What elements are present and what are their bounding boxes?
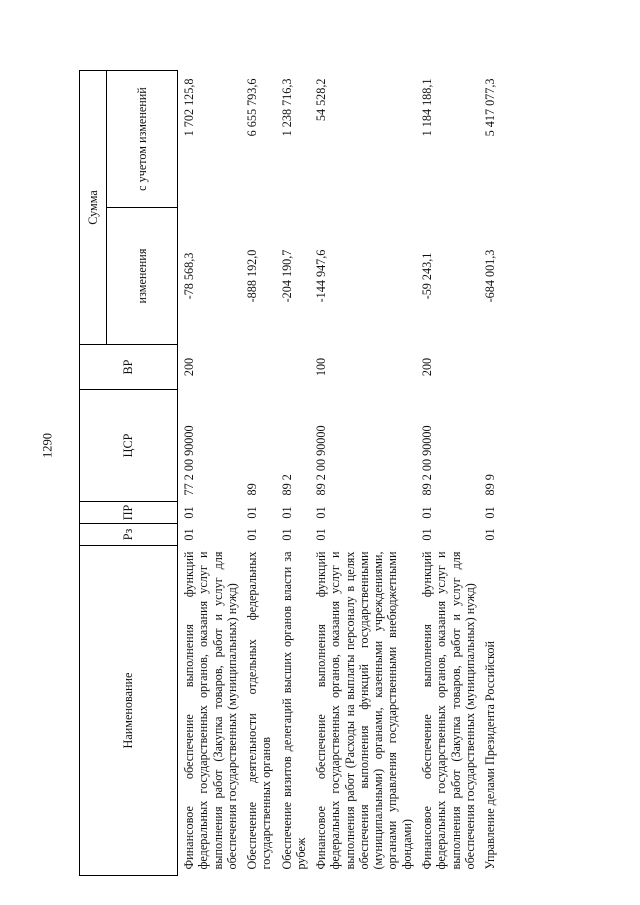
- row-vr: 100: [314, 357, 329, 377]
- header-rz: Рз: [80, 524, 178, 546]
- row-csr: 77 2 00 90000: [182, 425, 196, 496]
- row-pr: 01: [279, 506, 294, 519]
- table-row: [241, 70, 276, 875]
- row-name: Финансовое обеспечение выполнения функций федеральных государственных органов, оказания услуг и выполнения работ (Закупка товаров, работ и услуг для обеспечения государственных (муниципальных) нужд): [182, 551, 239, 870]
- row-change: -888 192,0: [245, 249, 260, 303]
- row-rz: 01: [483, 528, 498, 541]
- table-row: [178, 70, 242, 875]
- row-rz: 01: [245, 528, 260, 541]
- row-vr: 200: [182, 357, 196, 377]
- row-with-changes: 5 417 077,3: [483, 78, 498, 137]
- row-csr: 89: [245, 483, 260, 496]
- table-row: [479, 70, 499, 875]
- table-row: [276, 70, 311, 875]
- row-vr: [479, 345, 499, 390]
- row-vr: [276, 345, 311, 390]
- row-csr: 89 9: [483, 474, 498, 496]
- budget-table: [79, 70, 499, 876]
- header-sum: Сумма: [80, 70, 107, 344]
- row-name: Управление делами Президента Российской: [483, 641, 498, 870]
- row-csr: 89 2 00 90000: [419, 425, 434, 496]
- table-row: [416, 70, 479, 875]
- row-with-changes: 54 528,2: [314, 78, 329, 122]
- row-with-changes: 1 238 716,3: [279, 78, 294, 137]
- header-csr: ЦСР: [80, 390, 178, 502]
- header-pr: ПР: [80, 502, 178, 524]
- row-pr: 01: [483, 506, 498, 519]
- row-name: Обеспечение деятельности отдельных федеральных государственных органов: [245, 551, 274, 870]
- row-with-changes: 6 655 793,6: [245, 78, 260, 137]
- row-vr: [241, 345, 276, 390]
- row-rz: 01: [279, 528, 294, 541]
- header-with-changes: с учетом изменений: [107, 70, 178, 207]
- row-pr: 01: [314, 506, 329, 519]
- row-change: -204 190,7: [279, 249, 294, 303]
- row-change: -144 947,6: [314, 249, 329, 303]
- table-row: [310, 70, 416, 875]
- table-body: [178, 70, 500, 875]
- row-csr: 89 2 00 90000: [314, 425, 329, 496]
- header-name: Наименование: [80, 546, 178, 876]
- row-rz: 01: [182, 528, 196, 541]
- row-name: Обеспечение визитов делегаций высших органов власти за рубеж: [279, 551, 308, 870]
- header-vr: ВР: [80, 345, 178, 390]
- row-with-changes: 1 184 188,1: [419, 78, 434, 137]
- row-rz: 01: [419, 528, 434, 541]
- row-change: -684 001,3: [483, 249, 498, 303]
- row-rz: 01: [314, 528, 329, 541]
- header-change: изменения: [107, 208, 178, 345]
- budget-table-sheet: [79, 71, 562, 876]
- row-change: -78 568,3: [182, 252, 196, 300]
- row-pr: 01: [419, 506, 434, 519]
- row-vr: 200: [419, 357, 434, 377]
- row-name: Финансовое обеспечение выполнения функций федеральных государственных органов, оказания услуг и выполнения работ (Расходы на выплаты персоналу в целях обеспечения выполнения функций государственными (муниципальными) органами, казенными учреждениями, органами управления государственными внебюджетными фондами): [314, 551, 414, 870]
- row-pr: 01: [182, 506, 196, 519]
- row-csr: 89 2: [279, 474, 294, 496]
- row-with-changes: 1 702 125,8: [182, 78, 196, 137]
- row-name: Финансовое обеспечение выполнения функций федеральных государственных органов, оказания услуг и выполнения работ (Закупка товаров, работ и услуг для обеспечения государственных (муниципальных) нужд): [419, 551, 477, 870]
- page-number: 1290: [40, 433, 55, 458]
- row-pr: 01: [245, 506, 260, 519]
- row-change: -59 243,1: [419, 252, 434, 300]
